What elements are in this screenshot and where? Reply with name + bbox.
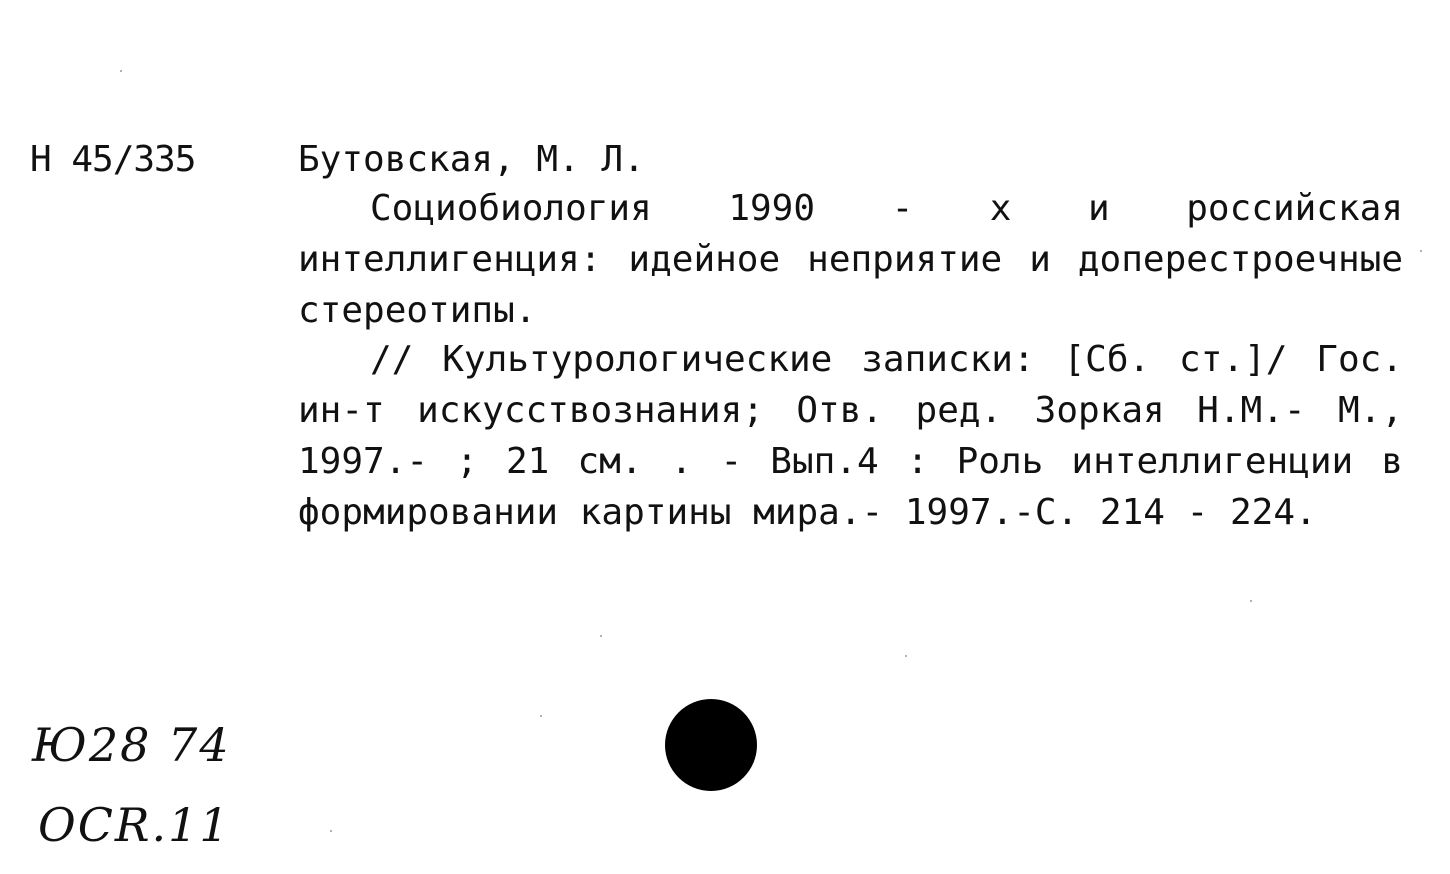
- scan-speck: [540, 715, 542, 717]
- source-text: // Культурологические записки: [Сб. ст.]/ Гос. ин-т искусствознания; Отв. ред. Зоркая Н.М.- М., 1997.- ; 21 см. . - Вып.4 : Роль интеллигенции в формировании картины мира.- 1997.-С. 214 - 224.: [298, 339, 1403, 533]
- title-text: Социобиология 1990 - х и российская интеллигенция: идейное неприятие и доперестроечные стереотипы.: [298, 188, 1403, 331]
- scan-speck: [1250, 600, 1252, 602]
- handwritten-ocr-note: OCR.11: [38, 798, 231, 852]
- scan-speck: [1420, 250, 1422, 252]
- author-heading: Бутовская, М. Л.: [298, 139, 645, 180]
- handwritten-inventory-number: Ю28 74: [32, 718, 231, 772]
- shelf-mark: Н 45/335: [30, 139, 196, 180]
- scan-speck: [330, 830, 332, 832]
- title-paragraph: [298, 183, 1403, 336]
- scan-speck: [600, 635, 602, 637]
- punch-hole: [665, 699, 757, 791]
- scan-speck: [120, 70, 122, 72]
- source-paragraph: [298, 334, 1403, 538]
- scan-speck: [905, 655, 907, 657]
